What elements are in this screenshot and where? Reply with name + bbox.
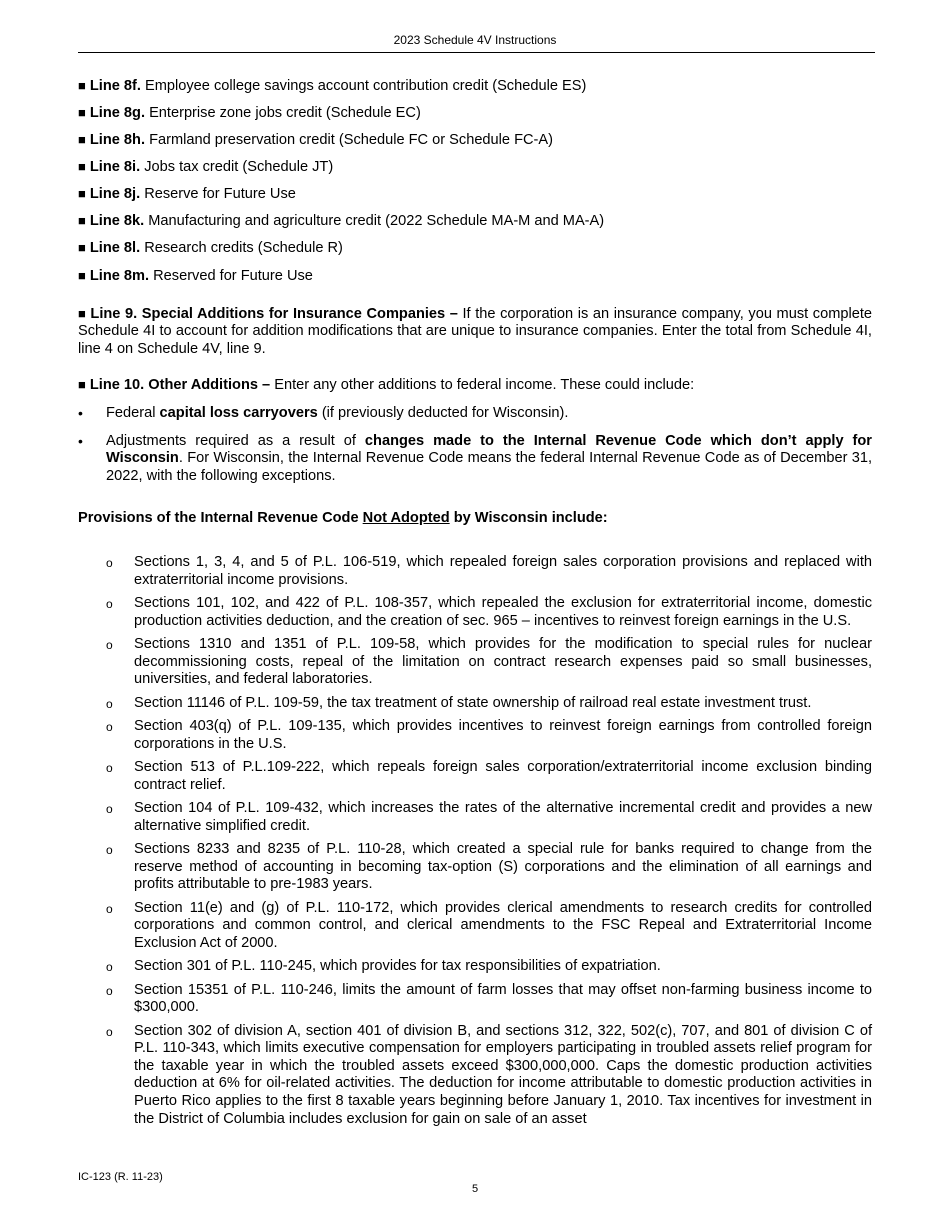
instructions-body [78, 77, 872, 1134]
list-item: o Sections 1310 and 1351 of P.L. 109-58, which provides for the modification to special rules for nuclear decommissioning costs, repeal of the limitation on contract research expenses paid so small businesses, universities, and federal laboratories. [78, 636, 872, 689]
list-item: o Section 513 of P.L.109-222, which repeals foreign sales corporation/extraterritorial income exclusion binding contract relief. [78, 759, 872, 794]
square-bullet-icon: ■ [78, 376, 86, 392]
line-9-text: If the corporation is an insurance company, you must complete Schedule 4I to account for addition modifications that are unique to insurance companies. Enter the total from Schedule 4I, line 4 on Schedule 4V, line 9. [78, 305, 872, 358]
list-item: o Section 11146 of P.L. 109-59, the tax treatment of state ownership of railroad real estate investment trust. [78, 695, 872, 713]
square-bullet-icon: ■ [78, 158, 86, 174]
line-9-label: Line 9. Special Additions for Insurance Companies – [90, 305, 458, 322]
line-item-8g [78, 104, 872, 123]
line-text: Research credits (Schedule R) [144, 239, 343, 256]
provisions-list [78, 554, 872, 1128]
list-item: o Section 15351 of P.L. 110-246, limits the amount of farm losses that may offset non-farming business income to $300,000. [78, 982, 872, 1017]
header-divider [78, 52, 875, 53]
line-text: Manufacturing and agriculture credit (2022 Schedule MA-M and MA-A) [148, 212, 605, 229]
line-10-text: Enter any other additions to federal income. These could include: [274, 376, 695, 393]
line-label: Line 8m. [89, 268, 150, 285]
square-bullet-icon: ■ [78, 131, 86, 147]
line-label: Line 8l. [89, 239, 141, 256]
list-item: o Section 302 of division A, section 401 of division B, and sections 312, 322, 502(c), 707, and 801 of division C of P.L. 110-343, which limits executive compensation for employers participating in troubled assets relief program for the taxable year in which the troubled assets exceed $300,000,000. Caps the domestic production activities deduction at 6% for oil-related activities. The deduction for income attributable to domestic production activities in Puerto Rico applies to the first 8 taxable years beginning before January 1, 2010. Tax incentives for investment in the District of Columbia includes exclusion for gain on sale of an asset [78, 1023, 872, 1129]
line-label: Line 8k. [89, 212, 145, 229]
provisions-heading: Provisions of the Internal Revenue Code Not Adopted by Wisconsin include: [78, 509, 608, 526]
line-item-8k [78, 212, 872, 231]
line-label: Line 8g. [89, 104, 145, 121]
line-9-paragraph [78, 305, 872, 359]
line-text: Farmland preservation credit (Schedule FC or Schedule FC-A) [149, 131, 553, 148]
list-item: o Section 11(e) and (g) of P.L. 110-172, which provides clerical amendments to research credits for controlled corporations and common control, and clerical amendments to the FSC Repeal and Extraterritorial Income Exclusion Act of 2000. [78, 900, 872, 953]
line-item-8i [78, 158, 872, 177]
line-label: Line 8j. [89, 185, 141, 202]
list-item: o Section 403(q) of P.L. 109-135, which provides incentives to reinvest foreign earnings from controlled foreign corporations in the U.S. [78, 718, 872, 753]
square-bullet-icon: ■ [78, 212, 86, 228]
line-10-paragraph [78, 376, 872, 395]
line-item-8f [78, 77, 872, 96]
square-bullet-icon: ■ [78, 104, 86, 120]
line-item-8h [78, 131, 872, 150]
list-item: o Sections 101, 102, and 422 of P.L. 108-357, which repealed the exclusion for extraterritorial income, domestic production activities deduction, and the creation of sec. 965 – incentives to reinvest foreign earnings in the U.S. [78, 595, 872, 630]
line-label: Line 8h. [89, 131, 145, 148]
form-number: IC-123 (R. 11-23) [78, 1171, 163, 1183]
line-item-8j [78, 185, 872, 204]
page-number: 5 [471, 1183, 479, 1195]
list-item: o Sections 1, 3, 4, and 5 of P.L. 106-519, which repealed foreign sales corporation provisions and replaced with extraterritorial income provisions. [78, 554, 872, 589]
line-text: Jobs tax credit (Schedule JT) [144, 158, 334, 175]
line-10-label: Line 10. Other Additions – [89, 376, 271, 393]
square-bullet-icon: ■ [78, 185, 86, 201]
line-label: Line 8i. [89, 158, 141, 175]
list-item: o Section 104 of P.L. 109-432, which increases the rates of the alternative incremental credit and provides a new alternative simplified credit. [78, 800, 872, 835]
line-item-8m [78, 267, 872, 286]
line-text: Reserved for Future Use [153, 268, 313, 285]
list-item: • Adjustments required as a result of changes made to the Internal Revenue Code which don’t apply for Wisconsin. For Wisconsin, the Internal Revenue Code means the federal Internal Revenue Code as of December 31, 2022, with the following exceptions. [78, 433, 872, 486]
list-item: • Federal capital loss carryovers (if previously deducted for Wisconsin). [78, 405, 872, 423]
list-item: o Section 301 of P.L. 110-245, which provides for tax responsibilities of expatriation. [78, 958, 872, 976]
square-bullet-icon: ■ [78, 305, 87, 321]
line-text: Reserve for Future Use [144, 185, 296, 202]
line-item-8l [78, 239, 872, 258]
page-header-title: 2023 Schedule 4V Instructions [393, 33, 557, 47]
other-additions-list [78, 405, 872, 485]
square-bullet-icon: ■ [78, 268, 86, 284]
line-label: Line 8f. [89, 78, 141, 94]
line-text: Enterprise zone jobs credit (Schedule EC) [149, 104, 421, 121]
square-bullet-icon: ■ [78, 78, 86, 93]
list-item: o Sections 8233 and 8235 of P.L. 110-28, which created a special rule for banks required to change from the reserve method of accounting in becoming tax-option (S) corporations and the elimination of all earnings and profits attributable to pre-1983 years. [78, 841, 872, 894]
line-text: Employee college savings account contribution credit (Schedule ES) [145, 78, 587, 94]
square-bullet-icon: ■ [78, 239, 86, 255]
